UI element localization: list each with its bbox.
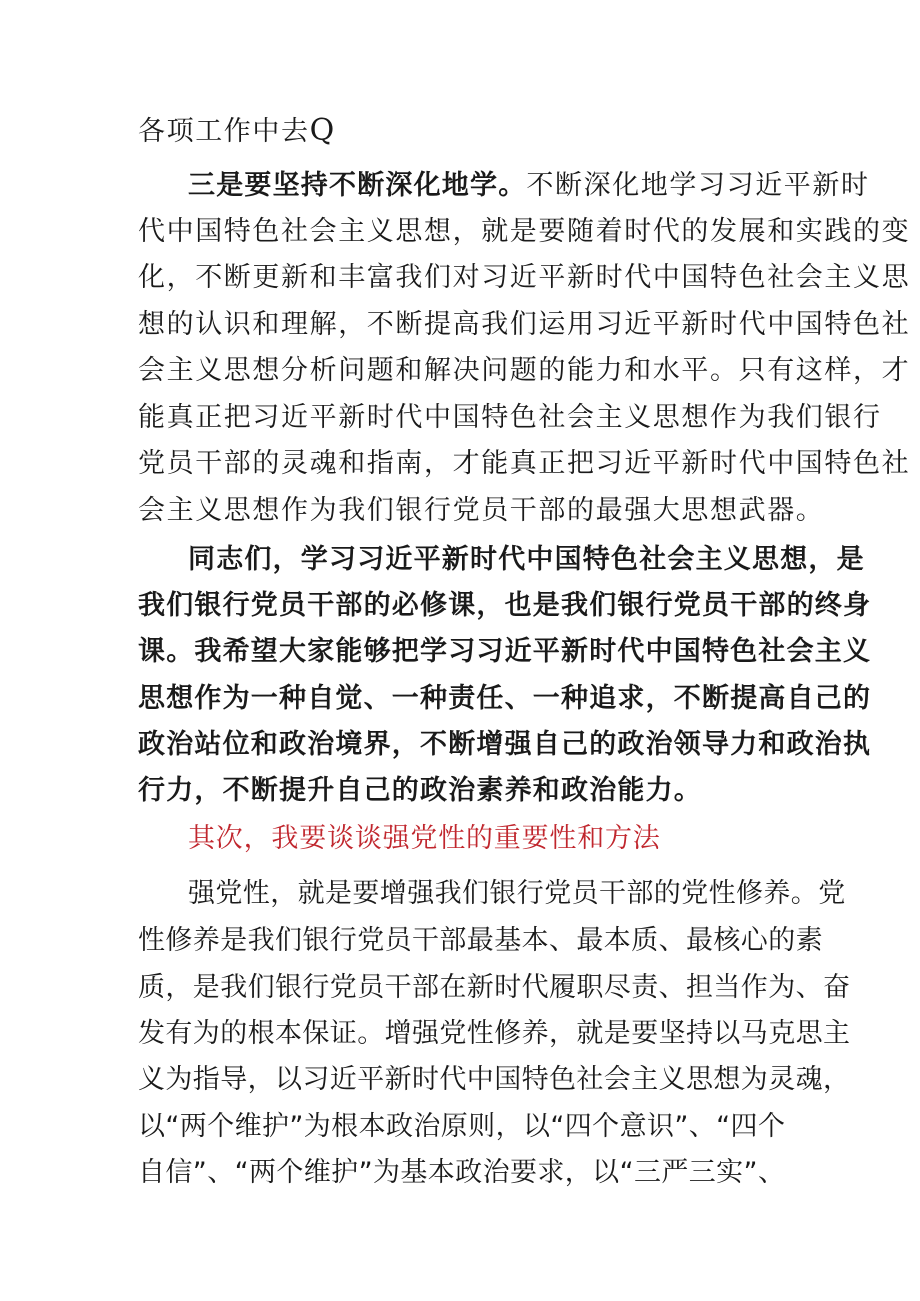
learning-paragraph-line: 会主义思想作为我们银行党员干部的最强大思想武器。 [138, 495, 825, 526]
learning-paragraph-line: 化，不断更新和丰富我们对习近平新时代中国特色社会主义思 [138, 262, 911, 293]
comrades-paragraph-line: 我们银行党员干部的必修课，也是我们银行党员干部的终身 [138, 590, 872, 621]
party-paragraph-line: 强党性，就是要增强我们银行党员干部的党性修养。党 [188, 878, 846, 909]
comrades-paragraph-line: 行力，不断提升自己的政治素养和政治能力。 [138, 775, 702, 806]
continuation-text: 各项工作中去 [138, 116, 310, 147]
learning-paragraph-line: 能真正把习近平新时代中国特色社会主义思想作为我们银行 [138, 402, 882, 433]
continuation-trailing-glyph: Q [309, 113, 336, 148]
section-heading: 其次，我要谈谈强党性的重要性和方法 [188, 823, 661, 854]
comrades-paragraph-line: 课。我希望大家能够把学习习近平新时代中国特色社会主义 [138, 636, 872, 667]
learning-paragraph-line: 想的认识和理解，不断提高我们运用习近平新时代中国特色社 [138, 309, 911, 340]
party-paragraph-line: 发有为的根本保证。增强党性修养，就是要坚持以马克思主 [138, 1018, 851, 1049]
party-paragraph-line: 义为指导，以习近平新时代中国特色社会主义思想为灵魂， [138, 1064, 851, 1095]
learning-line1-rest: 不断深化地学习习近平新时 [526, 170, 870, 201]
learning-lead-bold: 三是要坚持不断深化地学。 [188, 170, 527, 201]
learning-paragraph-line: 党员干部的灵魂和指南，才能真正把习近平新时代中国特色社 [138, 448, 911, 479]
learning-paragraph-line-1 [188, 168, 870, 204]
party-paragraph-line: 性修养是我们银行党员干部最基本、最本质、最核心的素 [138, 925, 823, 956]
comrades-paragraph-line: 政治站位和政治境界，不断增强自己的政治领导力和政治执 [138, 729, 872, 760]
party-paragraph-line: 以“两个维护”为根本政治原则，以“四个意识”、“四个 [138, 1111, 786, 1142]
continuation-line [138, 113, 798, 149]
party-paragraph-line: 质，是我们银行党员干部在新时代履职尽责、担当作为、奋 [138, 972, 851, 1003]
comrades-paragraph-line: 同志们，学习习近平新时代中国特色社会主义思想，是 [188, 544, 865, 575]
comrades-paragraph-line: 思想作为一种自觉、一种责任、一种追求，不断提高自己的 [138, 683, 872, 714]
learning-paragraph-line: 代中国特色社会主义思想，就是要随着时代的发展和实践的变 [138, 216, 911, 247]
party-paragraph-line: 自信”、“两个维护”为基本政治要求，以“三严三实”、 [138, 1157, 786, 1188]
learning-paragraph-line: 会主义思想分析问题和解决问题的能力和水平。只有这样，才 [138, 355, 911, 386]
